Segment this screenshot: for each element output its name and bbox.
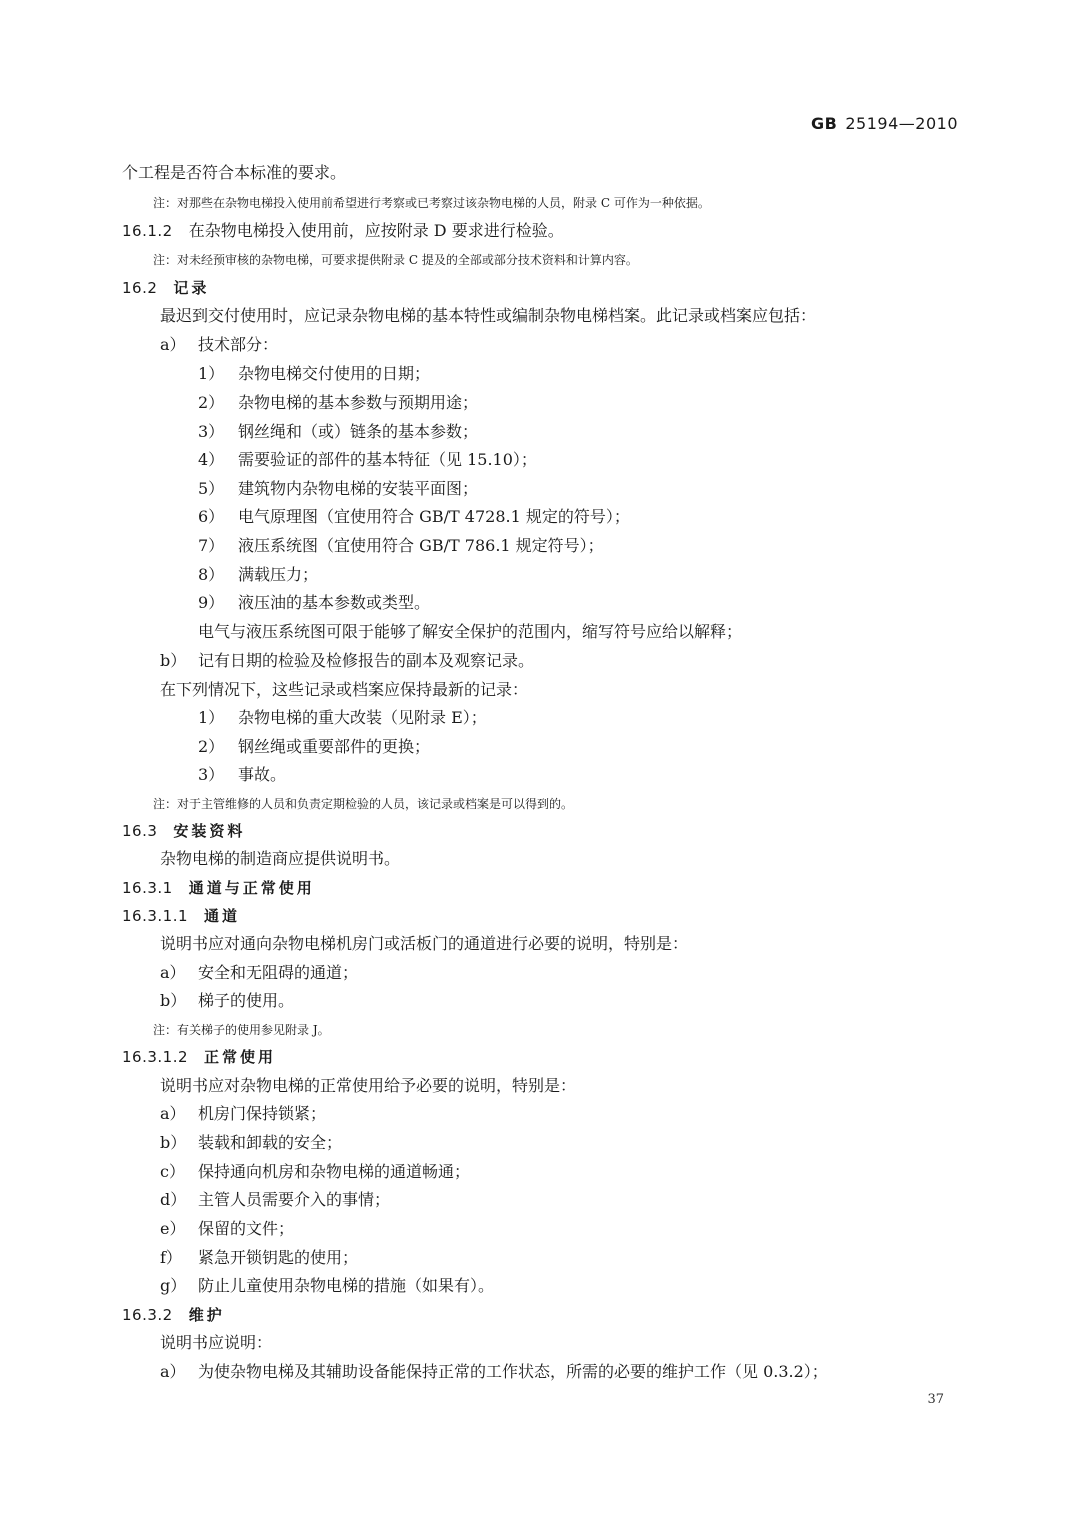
list-item-text: 保留的文件； (198, 1219, 295, 1238)
paragraph-line: 说明书应说明： (160, 1333, 273, 1352)
clause-number: 16.1.2 (122, 222, 173, 240)
list-item (198, 737, 1080, 757)
list-marker: e） (160, 1219, 186, 1238)
list-item (160, 963, 1080, 983)
list-marker: 1） (198, 364, 225, 383)
list-marker: a） (160, 335, 186, 354)
list-marker: 8） (198, 565, 225, 584)
list-item-text: 机房门保持锁紧； (198, 1104, 327, 1123)
list-marker: b） (160, 991, 187, 1010)
section-title: 通道与正常使用 (188, 879, 315, 897)
section-heading (122, 1047, 1080, 1067)
list-item-text: 保持通向机房和杂物电梯的通道畅通； (198, 1162, 471, 1181)
section-heading (122, 878, 1080, 898)
list-item (160, 1219, 1080, 1239)
list-item-text: 技术部分： (198, 335, 279, 354)
note-line: 注：对那些在杂物电梯投入使用前希望进行考察或已考察过该杂物电梯的人员，附录 C 可作为一种依据。 (153, 196, 710, 210)
paragraph-line: 电气与液压系统图可限于能够了解安全保护的范围内，缩写符号应给以解释； (198, 622, 743, 641)
list-marker: b） (160, 651, 187, 670)
list-item-text: 杂物电梯的重大改装（见附录 E）； (238, 708, 487, 727)
note-line: 注：对未经预审核的杂物电梯，可要求提供附录 C 提及的全部或部分技术资料和计算内容。 (153, 253, 638, 267)
section-heading (122, 278, 1080, 298)
list-item (160, 1248, 1080, 1268)
clause-text: 在杂物电梯投入使用前，应按附录 D 要求进行检验。 (188, 221, 564, 240)
note-line: 注：有关梯子的使用参见附录 J。 (153, 1023, 330, 1037)
standard-number (811, 114, 958, 133)
list-item (160, 651, 1080, 671)
list-item-text: 钢丝绳或重要部件的更换； (238, 737, 431, 756)
list-item (198, 765, 1080, 785)
list-item-text: 为使杂物电梯及其辅助设备能保持正常的工作状态，所需的必要的维护工作（见 0.3.2）； (198, 1362, 828, 1381)
list-item-text: 防止儿童使用杂物电梯的措施（如果有）。 (198, 1276, 495, 1295)
paragraph-line: 杂物电梯的制造商应提供说明书。 (160, 849, 401, 868)
list-item (198, 708, 1080, 728)
list-item-text: 记有日期的检验及检修报告的副本及观察记录。 (198, 651, 535, 670)
list-item-text: 满载压力； (238, 565, 319, 584)
paragraph-line: 最迟到交付使用时，应记录杂物电梯的基本特性或编制杂物电梯档案。此记录或档案应包括： (160, 306, 817, 325)
list-item (160, 1276, 1080, 1296)
list-item-text: 液压油的基本参数或类型。 (238, 593, 431, 612)
standard-prefix: GB (811, 114, 838, 133)
list-marker: 3） (198, 422, 225, 441)
list-marker: f） (160, 1248, 182, 1267)
list-item-text: 安全和无阻碍的通道； (198, 963, 359, 982)
list-item-text: 建筑物内杂物电梯的安装平面图； (238, 479, 479, 498)
list-marker: d） (160, 1190, 187, 1209)
list-marker: 2） (198, 393, 225, 412)
list-item (198, 422, 1080, 442)
list-marker: c） (160, 1162, 185, 1181)
list-item-text: 需要验证的部件的基本特征（见 15.10）； (238, 450, 537, 469)
list-item (198, 536, 1080, 556)
list-item-text: 紧急开锁钥匙的使用； (198, 1248, 359, 1267)
list-item (198, 593, 1080, 613)
list-item (160, 1133, 1080, 1153)
list-marker: 1） (198, 708, 225, 727)
list-item (198, 479, 1080, 499)
paragraph-line: 说明书应对杂物电梯的正常使用给予必要的说明，特别是： (160, 1076, 577, 1095)
paragraph-line: 个工程是否符合本标准的要求。 (122, 163, 347, 182)
list-marker: 5） (198, 479, 225, 498)
list-item (198, 450, 1080, 470)
list-marker: 4） (198, 450, 225, 469)
list-marker: b） (160, 1133, 187, 1152)
section-title: 记录 (173, 279, 210, 297)
section-heading (122, 1305, 1080, 1325)
list-marker: a） (160, 963, 186, 982)
list-marker: a） (160, 1362, 186, 1381)
section-number: 16.3.1 (122, 879, 173, 897)
section-number: 16.3.2 (122, 1306, 173, 1324)
list-item (160, 1362, 1080, 1382)
list-item (198, 364, 1080, 384)
note-line: 注：对于主管维修的人员和负责定期检验的人员，该记录或档案是可以得到的。 (153, 797, 574, 811)
section-title: 安装资料 (173, 822, 246, 840)
section-number: 16.3.1.1 (122, 907, 189, 925)
section-number: 16.3 (122, 822, 158, 840)
list-item (160, 335, 1080, 355)
list-item (160, 1190, 1080, 1210)
section-heading (122, 906, 1080, 926)
list-item-text: 电气原理图（宜使用符合 GB/T 4728.1 规定的符号）； (238, 507, 630, 526)
list-marker: 3） (198, 765, 225, 784)
clause-heading (122, 221, 1080, 241)
list-item (198, 507, 1080, 527)
section-number: 16.2 (122, 279, 158, 297)
list-item-text: 液压系统图（宜使用符合 GB/T 786.1 规定符号）； (238, 536, 604, 555)
list-item (160, 991, 1080, 1011)
list-item-text: 主管人员需要介入的事情； (198, 1190, 391, 1209)
section-heading (122, 821, 1080, 841)
list-item (198, 565, 1080, 585)
section-title: 正常使用 (204, 1048, 277, 1066)
list-marker: a） (160, 1104, 186, 1123)
standard-code: 25194—2010 (845, 114, 958, 133)
list-marker: g） (160, 1276, 187, 1295)
list-item-text: 杂物电梯的基本参数与预期用途； (238, 393, 479, 412)
page-number: 37 (927, 1392, 944, 1407)
paragraph-line: 说明书应对通向杂物电梯机房门或活板门的通道进行必要的说明，特别是： (160, 934, 689, 953)
list-item-text: 钢丝绳和（或）链条的基本参数； (238, 422, 479, 441)
list-item-text: 事故。 (238, 765, 287, 784)
list-item (160, 1162, 1080, 1182)
list-marker: 7） (198, 536, 225, 555)
list-item-text: 装载和卸载的安全； (198, 1133, 343, 1152)
section-number: 16.3.1.2 (122, 1048, 189, 1066)
list-marker: 9） (198, 593, 225, 612)
list-item (198, 393, 1080, 413)
list-marker: 6） (198, 507, 225, 526)
list-item-text: 杂物电梯交付使用的日期； (238, 364, 431, 383)
list-marker: 2） (198, 737, 225, 756)
section-title: 通道 (204, 907, 241, 925)
paragraph-line: 在下列情况下，这些记录或档案应保持最新的记录： (160, 680, 529, 699)
list-item-text: 梯子的使用。 (198, 991, 295, 1010)
list-item (160, 1104, 1080, 1124)
section-title: 维护 (188, 1306, 225, 1324)
